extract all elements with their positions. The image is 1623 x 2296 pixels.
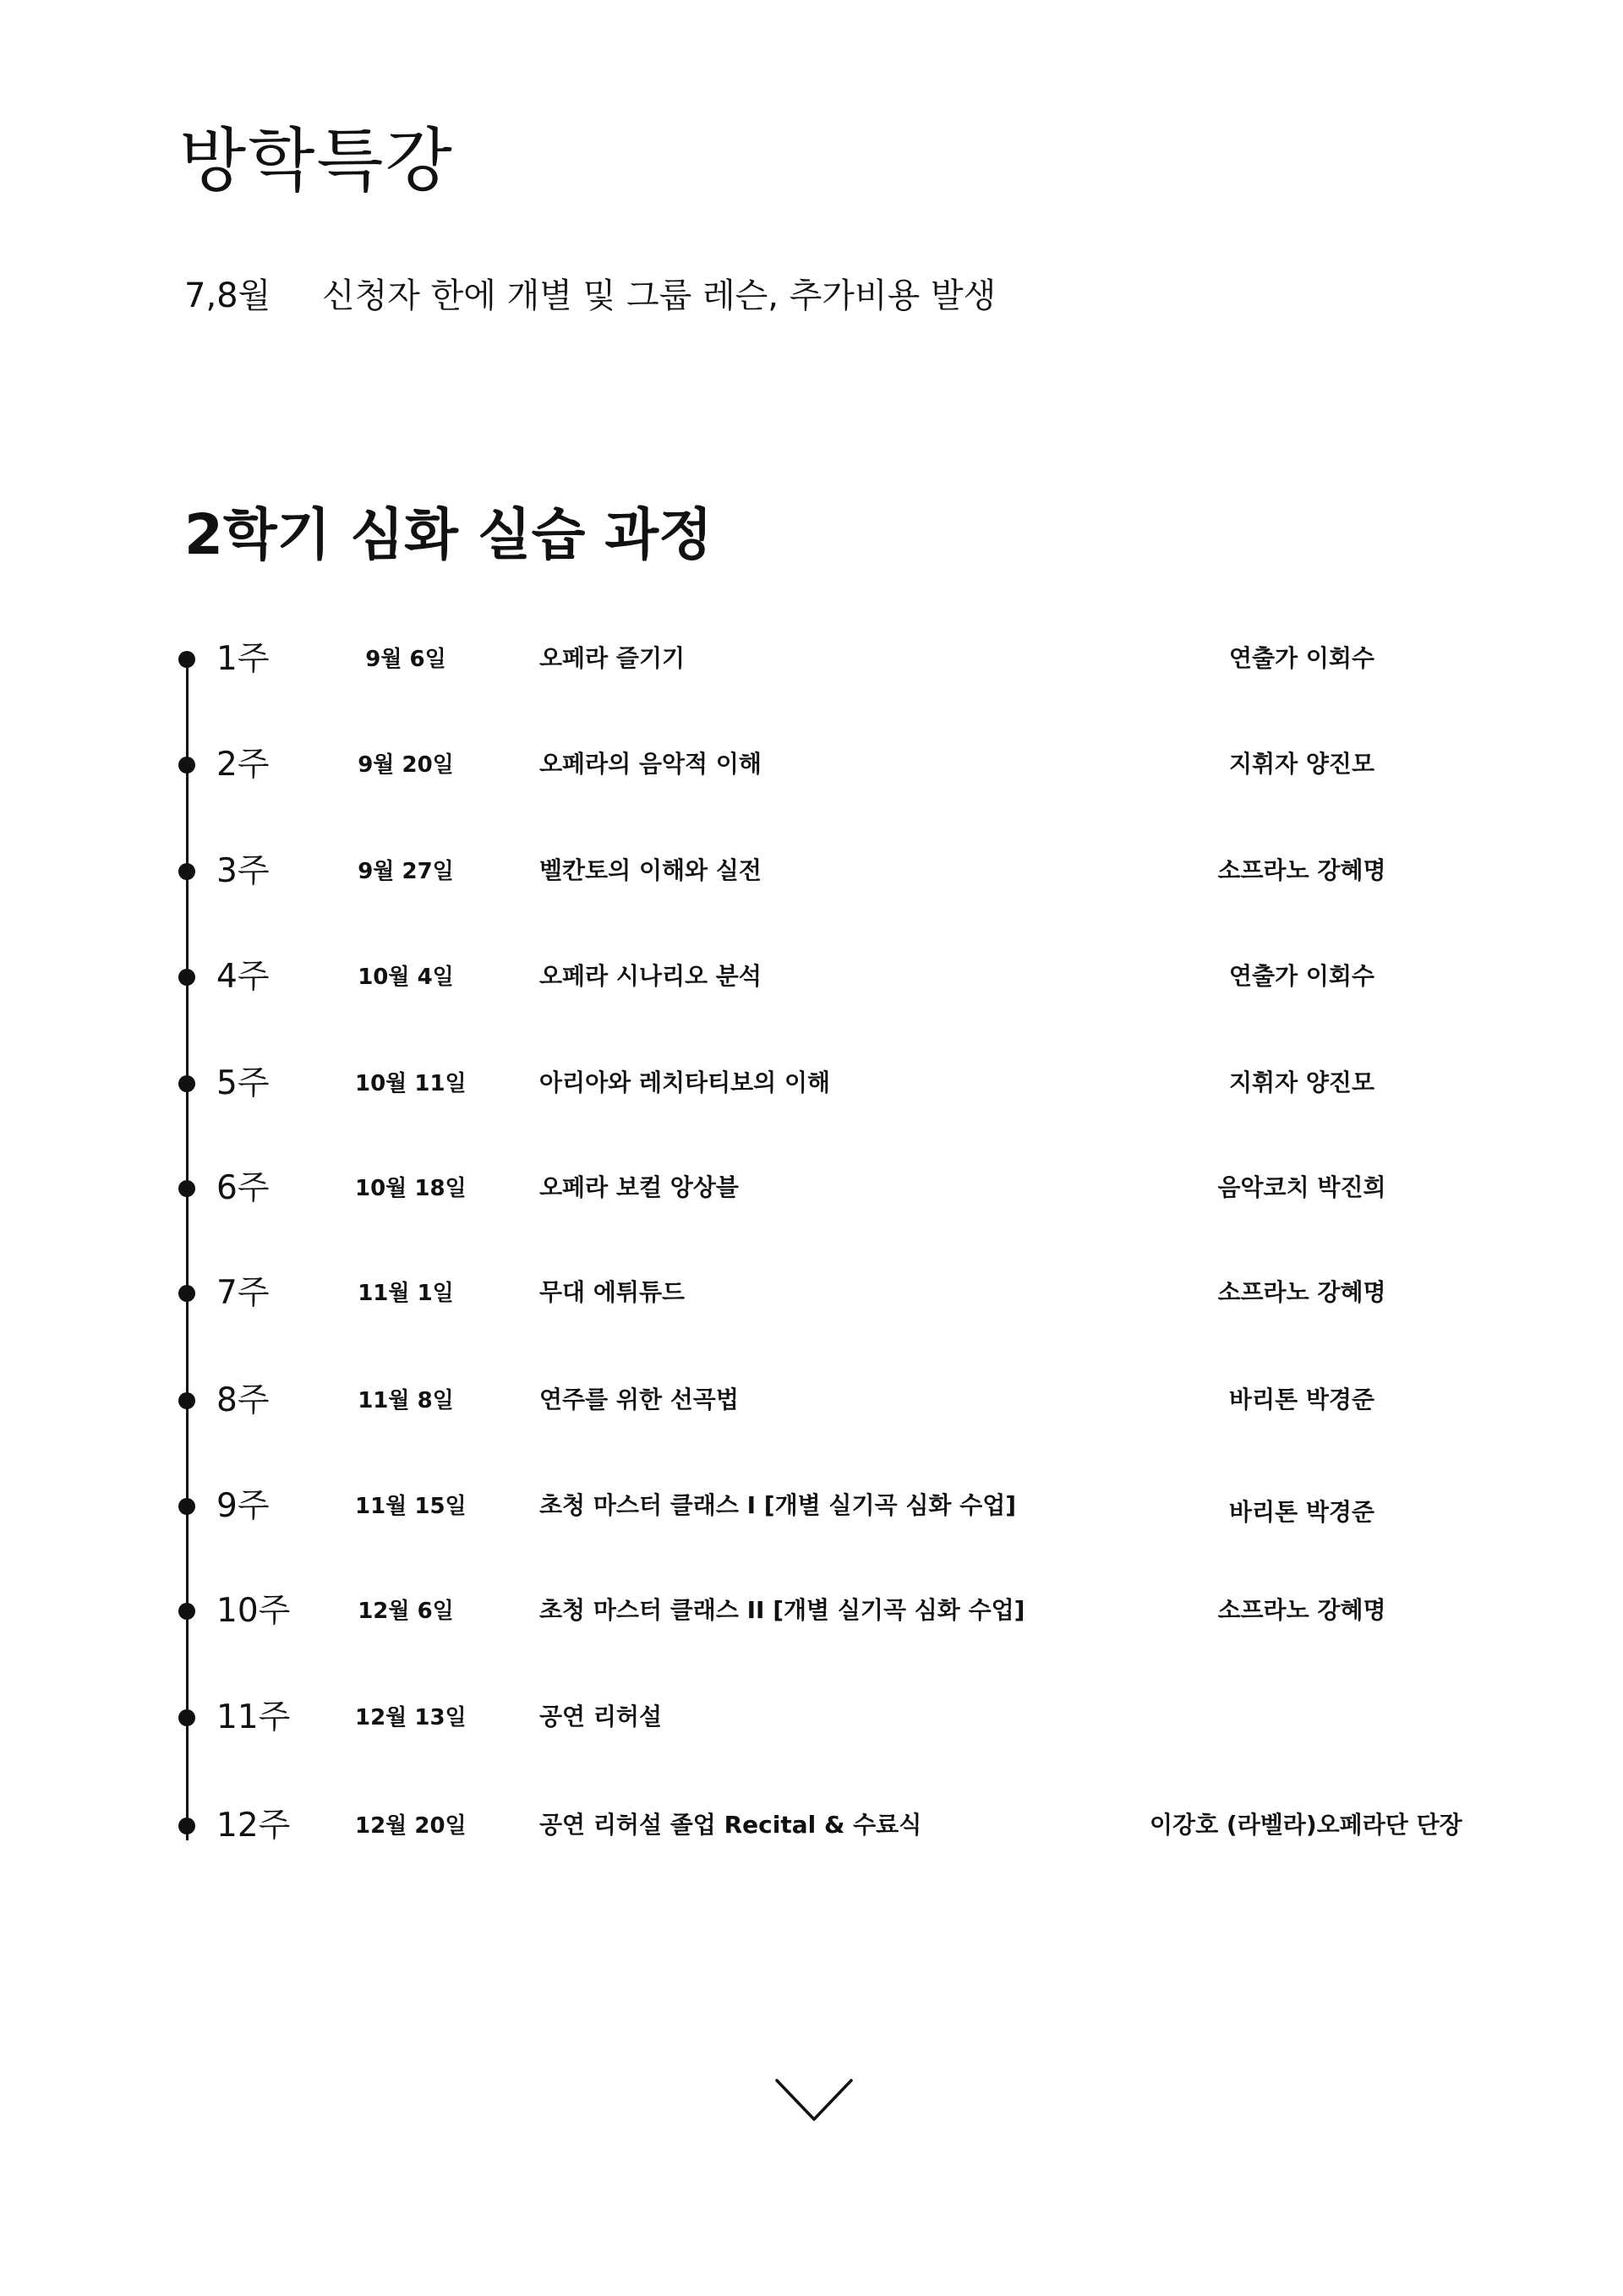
date-label: 10월 4일 bbox=[358, 965, 454, 990]
schedule-row bbox=[0, 1058, 1623, 1109]
schedule-row bbox=[0, 1801, 1623, 1851]
months-label: 7,8월 bbox=[184, 276, 271, 315]
week-label: 1주 bbox=[216, 640, 270, 678]
topic-label: 오페라 즐기기 bbox=[539, 644, 686, 672]
week-label: 4주 bbox=[216, 958, 270, 996]
topic-label: 공연 리허설 bbox=[539, 1703, 662, 1730]
instructor-label: 소프라노 강혜명 bbox=[1217, 1278, 1386, 1306]
week-label: 12주 bbox=[216, 1807, 291, 1845]
schedule-row bbox=[0, 1692, 1623, 1743]
schedule-row bbox=[0, 1481, 1623, 1532]
topic-label: 초청 마스터 클래스 I [개별 실기곡 심화 수업] bbox=[539, 1491, 1017, 1519]
schedule-row bbox=[0, 1586, 1623, 1637]
instructor-label: 지휘자 양진모 bbox=[1228, 1069, 1375, 1096]
date-label: 12월 6일 bbox=[358, 1599, 454, 1624]
section-title: 2학기 심화 실습 과정 bbox=[184, 502, 713, 567]
schedule-row bbox=[0, 952, 1623, 1003]
topic-label: 연주를 위한 선곡법 bbox=[539, 1386, 739, 1413]
timeline-dot bbox=[178, 1285, 195, 1302]
topic-label: 오페라 보컬 앙상블 bbox=[539, 1173, 739, 1201]
timeline-dot bbox=[178, 1818, 195, 1834]
date-label: 10월 11일 bbox=[355, 1071, 467, 1096]
timeline-dot bbox=[178, 863, 195, 880]
date-label: 9월 6일 bbox=[365, 647, 446, 672]
date-label: 9월 27일 bbox=[358, 859, 454, 884]
timeline-dot bbox=[178, 757, 195, 774]
week-label: 6주 bbox=[216, 1169, 270, 1207]
topic-label: 공연 리허설 졸업 Recital & 수료식 bbox=[539, 1811, 922, 1839]
instructor-label: 음악코치 박진희 bbox=[1217, 1173, 1386, 1201]
page-title: 방학특강 bbox=[179, 121, 454, 201]
chevron-down-icon[interactable] bbox=[774, 2078, 854, 2124]
week-label: 10주 bbox=[216, 1592, 291, 1630]
date-label: 11월 1일 bbox=[358, 1281, 454, 1306]
week-label: 5주 bbox=[216, 1064, 270, 1102]
instructor-label: 바리톤 박경준 bbox=[1228, 1498, 1375, 1526]
instructor-label: 연출가 이회수 bbox=[1228, 962, 1375, 990]
date-label: 9월 20일 bbox=[358, 752, 454, 778]
schedule-row bbox=[0, 1268, 1623, 1319]
date-label: 12월 13일 bbox=[355, 1705, 467, 1730]
instructor-label: 연출가 이회수 bbox=[1228, 644, 1375, 672]
timeline-dot bbox=[178, 1392, 195, 1409]
schedule-row bbox=[0, 1375, 1623, 1426]
schedule-row bbox=[0, 1163, 1623, 1214]
topic-label: 오페라의 음악적 이해 bbox=[539, 750, 762, 778]
schedule-row bbox=[0, 634, 1623, 685]
header-description: 신청자 한에 개별 및 그룹 레슨, 추가비용 발생 bbox=[321, 276, 997, 315]
date-label: 10월 18일 bbox=[355, 1176, 467, 1201]
date-label: 11월 8일 bbox=[358, 1388, 454, 1413]
instructor-label: 바리톤 박경준 bbox=[1228, 1386, 1375, 1413]
topic-label: 벨칸토의 이해와 실전 bbox=[539, 856, 762, 884]
date-label: 11월 15일 bbox=[355, 1494, 467, 1519]
topic-label: 초청 마스터 클래스 II [개별 실기곡 심화 수업] bbox=[539, 1596, 1025, 1624]
timeline-dot bbox=[178, 1709, 195, 1726]
topic-label: 오페라 시나리오 분석 bbox=[539, 962, 762, 990]
timeline-dot bbox=[178, 1075, 195, 1092]
topic-label: 무대 에튀튜드 bbox=[539, 1278, 686, 1306]
week-label: 8주 bbox=[216, 1381, 270, 1419]
schedule-row bbox=[0, 740, 1623, 790]
timeline-dot bbox=[178, 969, 195, 986]
instructor-label: 소프라노 강혜명 bbox=[1217, 1596, 1386, 1624]
week-label: 11주 bbox=[216, 1698, 291, 1736]
timeline-dot bbox=[178, 1180, 195, 1197]
instructor-label: 이강호 (라벨라)오페라단 단장 bbox=[1150, 1811, 1462, 1839]
timeline-dot bbox=[178, 651, 195, 668]
timeline-line bbox=[186, 665, 189, 1840]
instructor-label: 지휘자 양진모 bbox=[1228, 750, 1375, 778]
topic-label: 아리아와 레치타티보의 이해 bbox=[539, 1069, 831, 1096]
week-label: 3주 bbox=[216, 852, 270, 890]
timeline-dot bbox=[178, 1603, 195, 1620]
timeline-dot bbox=[178, 1498, 195, 1515]
schedule-row bbox=[0, 846, 1623, 897]
date-label: 12월 20일 bbox=[355, 1813, 467, 1839]
week-label: 9주 bbox=[216, 1487, 270, 1525]
week-label: 7주 bbox=[216, 1274, 270, 1312]
week-label: 2주 bbox=[216, 746, 270, 784]
instructor-label: 소프라노 강혜명 bbox=[1217, 856, 1386, 884]
